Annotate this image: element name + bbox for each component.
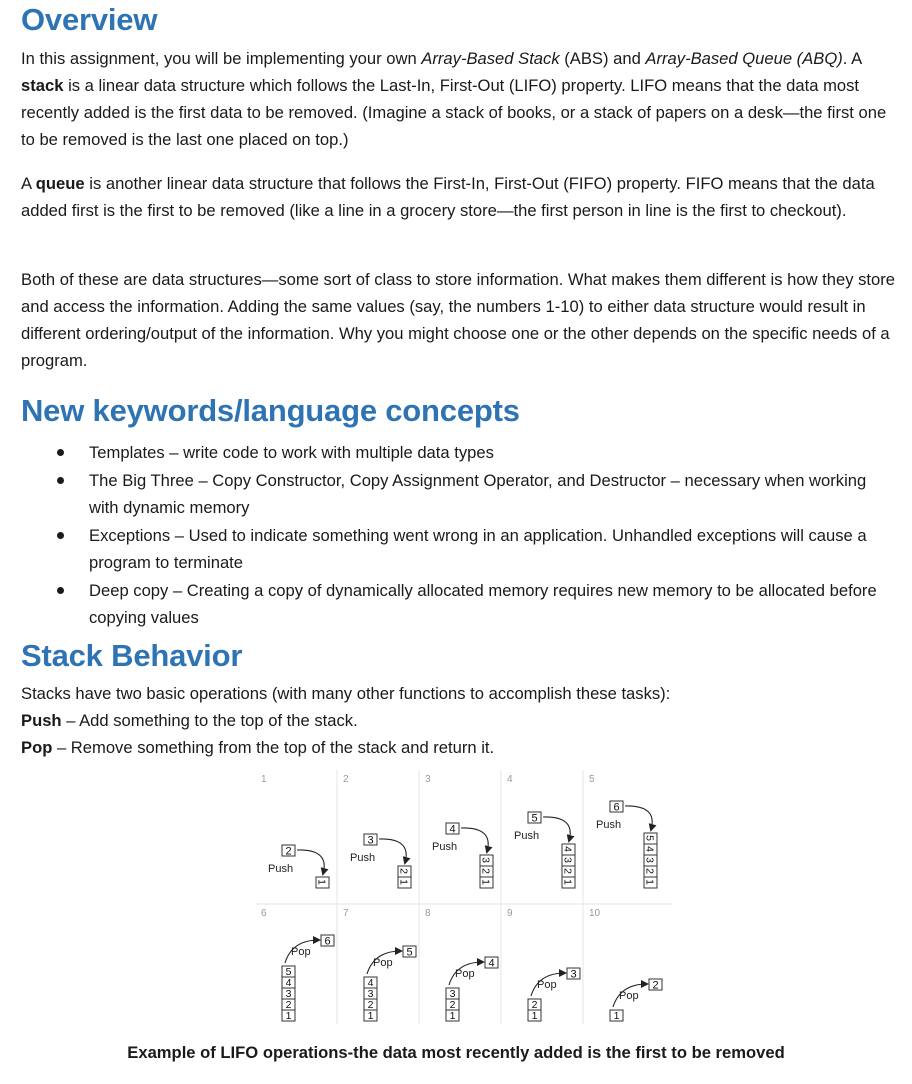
stack-bottom-cell-value: 1 — [449, 1010, 456, 1022]
push-label: Push — [596, 819, 622, 831]
stack-bottom-cell-value: 2 — [367, 999, 374, 1011]
stack-top-cell-value: 2 — [561, 868, 574, 874]
pop-desc: – Remove something from the top of the stack and return it. — [52, 738, 495, 757]
stack-top-cell-value: 1 — [561, 879, 574, 885]
italic-term: Array-Based Queue (ABQ) — [645, 49, 843, 68]
stack-top-cell-value: 4 — [561, 846, 574, 852]
stack-bottom-cell-value: 2 — [531, 999, 538, 1011]
pop-label: Pop — [373, 957, 393, 969]
bold-term: stack — [21, 76, 64, 95]
step-number: 10 — [589, 908, 601, 919]
pop-item-value: 5 — [406, 946, 413, 959]
heading-overview: Overview — [21, 2, 158, 37]
push-desc: – Add something to the top of the stack. — [61, 711, 358, 730]
step-number: 4 — [507, 774, 513, 785]
bullet-icon — [57, 532, 64, 539]
stack-bottom-cell-value: 1 — [531, 1010, 538, 1022]
stack-bottom-cell-value: 4 — [367, 977, 374, 989]
stack-bottom-cell-value: 2 — [285, 999, 292, 1011]
pop-term: Pop — [21, 738, 53, 757]
push-label: Push — [268, 863, 294, 875]
list-item-text: Deep copy – Creating a copy of dynamically allocated memory requires new memory to be allocated before copying values — [89, 581, 877, 627]
step-number: 6 — [261, 908, 267, 919]
step-number: 1 — [261, 774, 267, 785]
stack-top-cell-value: 3 — [561, 857, 574, 863]
list-item — [21, 577, 897, 631]
step-number: 9 — [507, 908, 513, 919]
step-number: 3 — [425, 774, 431, 785]
stack-bottom-cell-value: 4 — [285, 977, 292, 989]
push-arrow — [543, 817, 570, 841]
stack-bottom-cell-value: 3 — [285, 988, 292, 1000]
push-arrow — [625, 806, 652, 830]
push-arrow — [297, 850, 324, 874]
pop-item-value: 6 — [324, 935, 331, 948]
push-term: Push — [21, 711, 62, 730]
stack-top-cell-value: 1 — [397, 879, 410, 885]
list-item — [21, 467, 897, 521]
step-number: 5 — [589, 774, 595, 785]
overview-paragraph-2 — [21, 170, 897, 224]
stack-top-cell-value: 1 — [643, 879, 656, 885]
text-run: is another linear data structure that follows the First-In, First-Out (FIFO) property. FIFO means that the data added first is the first to be removed (like a line in a grocery store—the first person in line is the first to checkout). — [21, 174, 875, 220]
push-label: Push — [514, 830, 540, 842]
pop-label: Pop — [291, 946, 311, 958]
push-item-value: 5 — [531, 812, 538, 825]
stack-bottom-cell-value: 5 — [285, 966, 292, 978]
stack-top-cell-value: 4 — [643, 846, 656, 852]
bullet-icon — [57, 449, 64, 456]
push-arrow — [461, 828, 488, 852]
lifo-diagram — [255, 766, 675, 1034]
pop-label: Pop — [537, 979, 557, 991]
stack-top-cell-value: 1 — [479, 879, 492, 885]
stack-top-cell-value: 3 — [643, 857, 656, 863]
text-run: (ABS) and — [559, 49, 646, 68]
stack-bottom-cell-value: 2 — [449, 999, 456, 1011]
stack-description — [21, 680, 897, 761]
pop-label: Pop — [455, 968, 475, 980]
bold-term: queue — [35, 174, 85, 193]
overview-paragraph-3: Both of these are data structures—some sort of class to store information. What makes them different is how they store and access the information. Adding the same values (say, the numbers 1-10) to either data structure would result in different ordering/output of the information. Why you might choose one or the other depends on the specific needs of a program. — [21, 270, 896, 370]
pop-definition — [21, 734, 897, 761]
list-item — [21, 439, 897, 466]
push-item-value: 4 — [449, 823, 456, 836]
push-arrow — [379, 839, 406, 863]
push-item-value: 3 — [367, 834, 374, 847]
step-number: 7 — [343, 908, 349, 919]
stack-intro: Stacks have two basic operations (with many other functions to accomplish these tasks): — [21, 684, 671, 703]
pop-item-value: 4 — [488, 957, 495, 970]
stack-top-cell-value: 5 — [643, 835, 656, 841]
push-definition — [21, 707, 897, 734]
stack-top-cell-value: 3 — [479, 857, 492, 863]
italic-term: Array-Based Stack — [421, 49, 560, 68]
stack-top-cell-value: 2 — [643, 868, 656, 874]
text-run: In this assignment, you will be implementing your own — [21, 49, 422, 68]
pop-item-value: 2 — [652, 979, 659, 992]
keyword-list — [21, 439, 897, 632]
bullet-icon — [57, 587, 64, 594]
list-item — [21, 522, 897, 576]
text-run: A — [21, 174, 36, 193]
stack-top-cell-value: 1 — [315, 879, 328, 885]
list-item-text: Exceptions – Used to indicate something went wrong in an application. Unhandled exceptions will cause a program to terminate — [89, 526, 867, 572]
bullet-icon — [57, 477, 64, 484]
push-label: Push — [350, 852, 376, 864]
step-number: 8 — [425, 908, 431, 919]
pop-label: Pop — [619, 990, 639, 1002]
stack-bottom-cell-value: 3 — [449, 988, 456, 1000]
text-run: . A — [842, 49, 862, 68]
push-label: Push — [432, 841, 458, 853]
list-item-text: Templates – write code to work with multiple data types — [89, 443, 494, 462]
push-item-value: 6 — [613, 801, 620, 814]
overview-paragraph-1 — [21, 45, 897, 153]
heading-keywords: New keywords/language concepts — [21, 393, 520, 428]
heading-stack-behavior: Stack Behavior — [21, 638, 243, 673]
stack-bottom-cell-value: 1 — [285, 1010, 292, 1022]
stack-bottom-cell-value: 3 — [367, 988, 374, 1000]
stack-bottom-cell-value: 1 — [367, 1010, 374, 1022]
pop-item-value: 3 — [570, 968, 577, 981]
push-item-value: 2 — [285, 845, 292, 858]
text-run: is a linear data structure which follows the Last-In, First-Out (LIFO) property. LIFO means that the data most recently added is the first data to be removed. (Imagine a stack of books, or a stack of papers on a desk—the first one to be removed is the last one placed on top.) — [21, 76, 887, 149]
stack-bottom-cell-value: 1 — [613, 1010, 620, 1022]
stack-top-cell-value: 2 — [397, 868, 410, 874]
stack-top-cell-value: 2 — [479, 868, 492, 874]
figure-caption: Example of LIFO operations-the data most recently added is the first to be removed — [127, 1043, 785, 1062]
step-number: 2 — [343, 774, 349, 785]
list-item-text: The Big Three – Copy Constructor, Copy Assignment Operator, and Destructor – necessary when working with dynamic memory — [89, 471, 867, 517]
